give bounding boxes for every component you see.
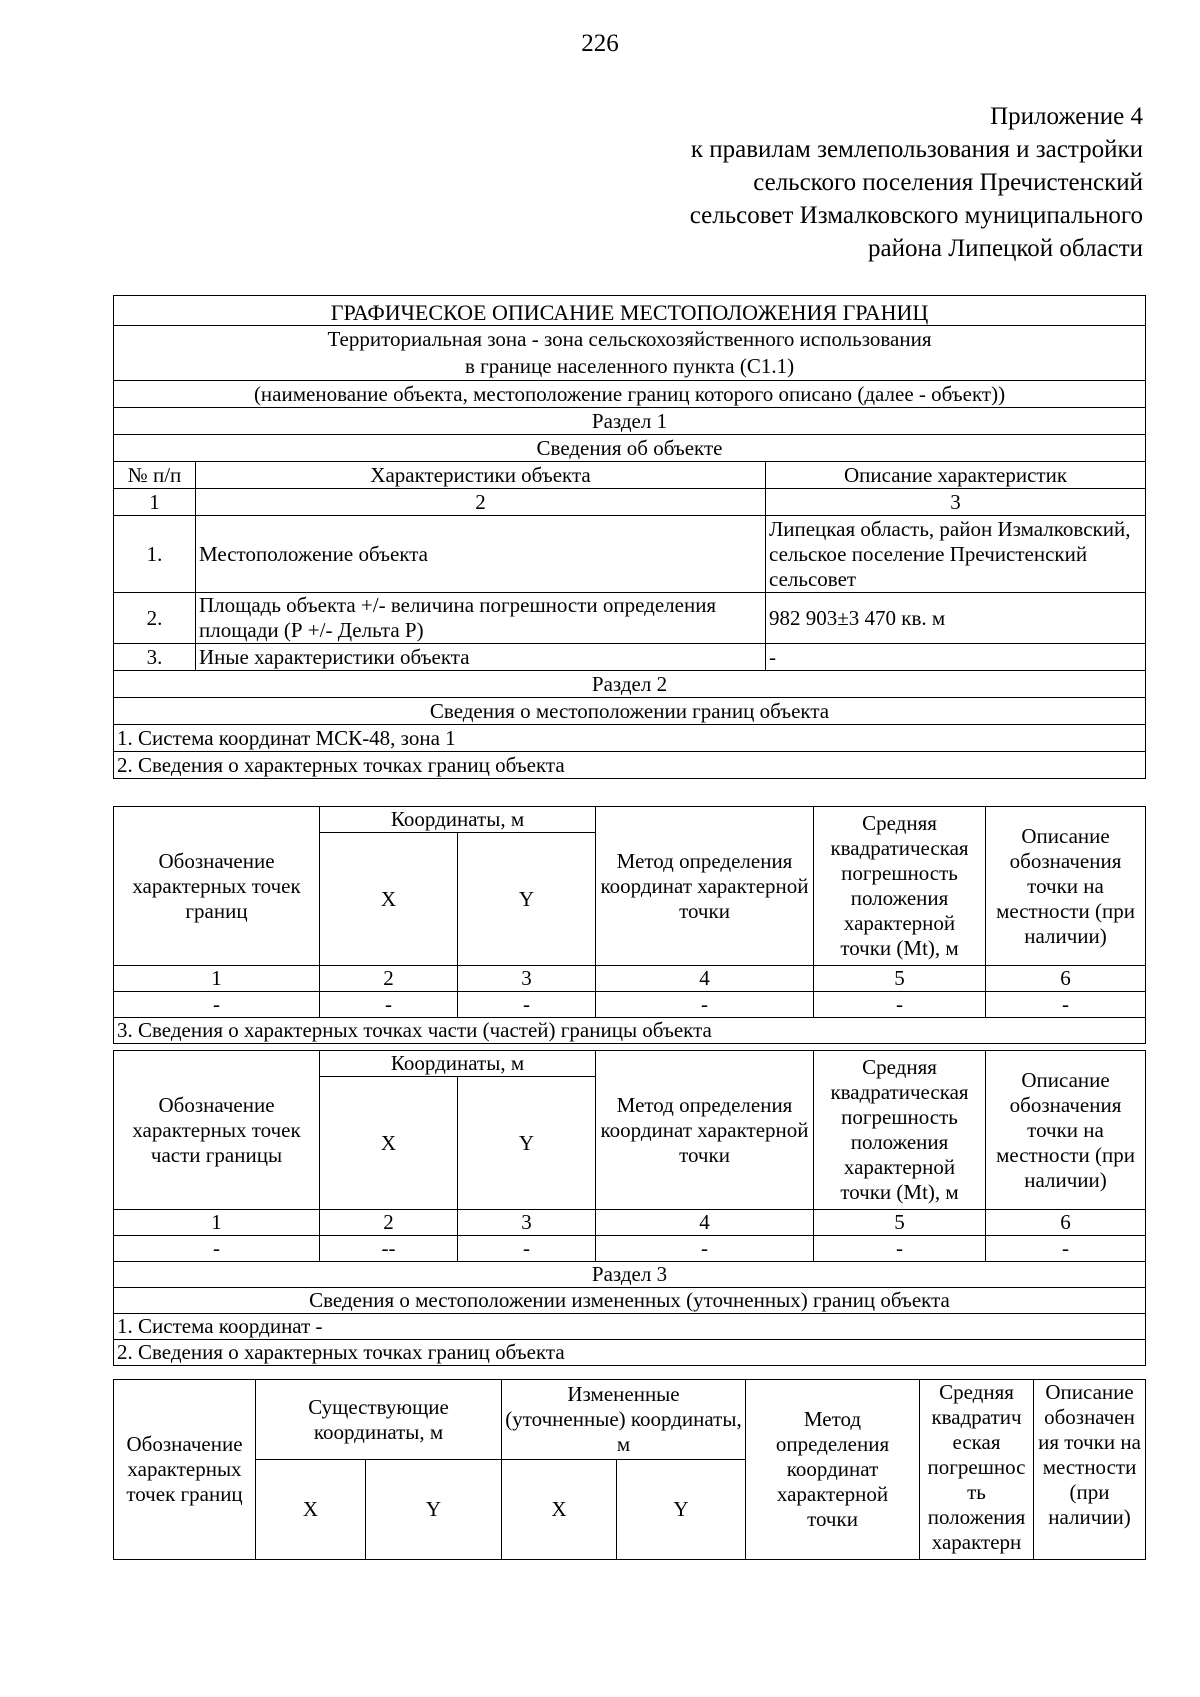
- section1-title: Сведения об объекте: [114, 435, 1146, 462]
- header-existing-coordinates: Существующие координаты, м: [256, 1380, 502, 1460]
- col-number: 2: [196, 489, 766, 516]
- cell-value: -: [814, 992, 986, 1018]
- col-number: 2: [320, 966, 458, 992]
- row-value: 982 903±3 470 кв. м: [766, 593, 1146, 644]
- col-number: 5: [814, 966, 986, 992]
- part-points-table: [113, 1050, 1146, 1366]
- points-heading: 2. Сведения о характерных точках границ объекта: [114, 752, 1146, 779]
- appendix-line: района Липецкой области: [868, 235, 1143, 262]
- cell-value: -: [986, 992, 1146, 1018]
- header-x: X: [320, 833, 458, 966]
- cell-value: -: [114, 1236, 320, 1262]
- col-number: 3: [458, 966, 596, 992]
- header-x-existing: X: [256, 1460, 366, 1560]
- header-method: Метод определения координат характерной точки: [746, 1380, 920, 1560]
- header-characteristics: Характеристики объекта: [196, 462, 766, 489]
- header-y-changed: Y: [617, 1460, 746, 1560]
- header-coordinates: Координаты, м: [320, 807, 596, 833]
- row-number: 3.: [114, 644, 196, 671]
- boundary-points-table: [113, 806, 1146, 1044]
- object-caption: (наименование объекта, местоположение границ которого описано (далее - объект)): [114, 381, 1146, 408]
- page-number: 226: [581, 30, 619, 57]
- table-row: [114, 644, 1146, 671]
- header-x: X: [320, 1077, 458, 1210]
- zone-line-2: в границе населенного пункта (С1.1): [464, 354, 795, 378]
- col-number: 4: [596, 1210, 814, 1236]
- col-number: 2: [320, 1210, 458, 1236]
- header-x-changed: X: [502, 1460, 617, 1560]
- header-point-description: Описание обозначен ия точки на местности (при наличии): [1034, 1380, 1146, 1560]
- description-table: [113, 295, 1146, 779]
- col-number: 4: [596, 966, 814, 992]
- header-point-name: Обозначение характерных точек границ: [114, 807, 320, 966]
- table-row: [114, 1236, 1146, 1262]
- header-error: Средняя квадратическая погрешность положения характерной точки (Mt), м: [814, 807, 986, 966]
- header-point-name: Обозначение характерных точек границ: [114, 1380, 256, 1560]
- header-description: Описание характеристик: [766, 462, 1146, 489]
- header-point-description: Описание обозначения точки на местности (при наличии): [986, 807, 1146, 966]
- col-number: 1: [114, 489, 196, 516]
- col-number: 6: [986, 1210, 1146, 1236]
- header-coordinates: Координаты, м: [320, 1051, 596, 1077]
- header-point-name: Обозначение характерных точек части границы: [114, 1051, 320, 1210]
- row-value: -: [766, 644, 1146, 671]
- cell-value: -: [596, 1236, 814, 1262]
- appendix-line: к правилам землепользования и застройки: [690, 136, 1143, 163]
- header-error: Средняя квадратич еская погрешнос ть положения характерн: [920, 1380, 1034, 1560]
- section2-label: Раздел 2: [114, 671, 1146, 698]
- header-y-existing: Y: [366, 1460, 502, 1560]
- cell-value: -: [814, 1236, 986, 1262]
- cell-value: -: [596, 992, 814, 1018]
- document-title: ГРАФИЧЕСКОЕ ОПИСАНИЕ МЕСТОПОЛОЖЕНИЯ ГРАНИЦ: [114, 296, 1146, 326]
- zone-line-1: Территориальная зона - зона сельскохозяйственного использования: [327, 327, 932, 351]
- header-number: № п/п: [114, 462, 196, 489]
- appendix-line: Приложение 4: [990, 103, 1143, 130]
- appendix-block: [690, 100, 1143, 265]
- cell-value: -: [320, 992, 458, 1018]
- parts-heading: 3. Сведения о характерных точках части (частей) границы объекта: [114, 1018, 1146, 1044]
- appendix-line: сельсовет Измалковского муниципального: [689, 202, 1143, 229]
- header-method: Метод определения координат характерной точки: [596, 1051, 814, 1210]
- header-point-description: Описание обозначения точки на местности (при наличии): [986, 1051, 1146, 1210]
- appendix-line: сельского поселения Пречистенский: [753, 169, 1143, 196]
- row-value: Липецкая область, район Измалковский, сельское поселение Пречистенский сельсовет: [766, 516, 1146, 593]
- col-number: 6: [986, 966, 1146, 992]
- section1-label: Раздел 1: [114, 408, 1146, 435]
- cell-value: --: [320, 1236, 458, 1262]
- coord-system: 1. Система координат МСК-48, зона 1: [114, 725, 1146, 752]
- header-error: Средняя квадратическая погрешность положения характерной точки (Mt), м: [814, 1051, 986, 1210]
- cell-value: -: [114, 992, 320, 1018]
- col-number: 5: [814, 1210, 986, 1236]
- row-name: Иные характеристики объекта: [196, 644, 766, 671]
- section3-label: Раздел 3: [114, 1262, 1146, 1288]
- header-method: Метод определения координат характерной точки: [596, 807, 814, 966]
- header-y: Y: [458, 833, 596, 966]
- table-row: [114, 992, 1146, 1018]
- changed-points-table: [113, 1379, 1146, 1560]
- row-name: Местоположение объекта: [196, 516, 766, 593]
- section2-title: Сведения о местоположении границ объекта: [114, 698, 1146, 725]
- col-number: 1: [114, 966, 320, 992]
- section3-title: Сведения о местоположении измененных (уточненных) границ объекта: [114, 1288, 1146, 1314]
- cell-value: -: [458, 992, 596, 1018]
- col-number: 3: [458, 1210, 596, 1236]
- row-number: 2.: [114, 593, 196, 644]
- col-number: 3: [766, 489, 1146, 516]
- zone-name: [114, 326, 1146, 381]
- row-name: Площадь объекта +/- величина погрешности определения площади (Р +/- Дельта Р): [196, 593, 766, 644]
- row-number: 1.: [114, 516, 196, 593]
- coord-system: 1. Система координат -: [114, 1314, 1146, 1340]
- table-row: [114, 516, 1146, 593]
- cell-value: -: [458, 1236, 596, 1262]
- cell-value: -: [986, 1236, 1146, 1262]
- header-changed-coordinates: Измененные (уточненные) координаты, м: [502, 1380, 746, 1460]
- header-y: Y: [458, 1077, 596, 1210]
- col-number: 1: [114, 1210, 320, 1236]
- points-heading: 2. Сведения о характерных точках границ объекта: [114, 1340, 1146, 1366]
- table-row: [114, 593, 1146, 644]
